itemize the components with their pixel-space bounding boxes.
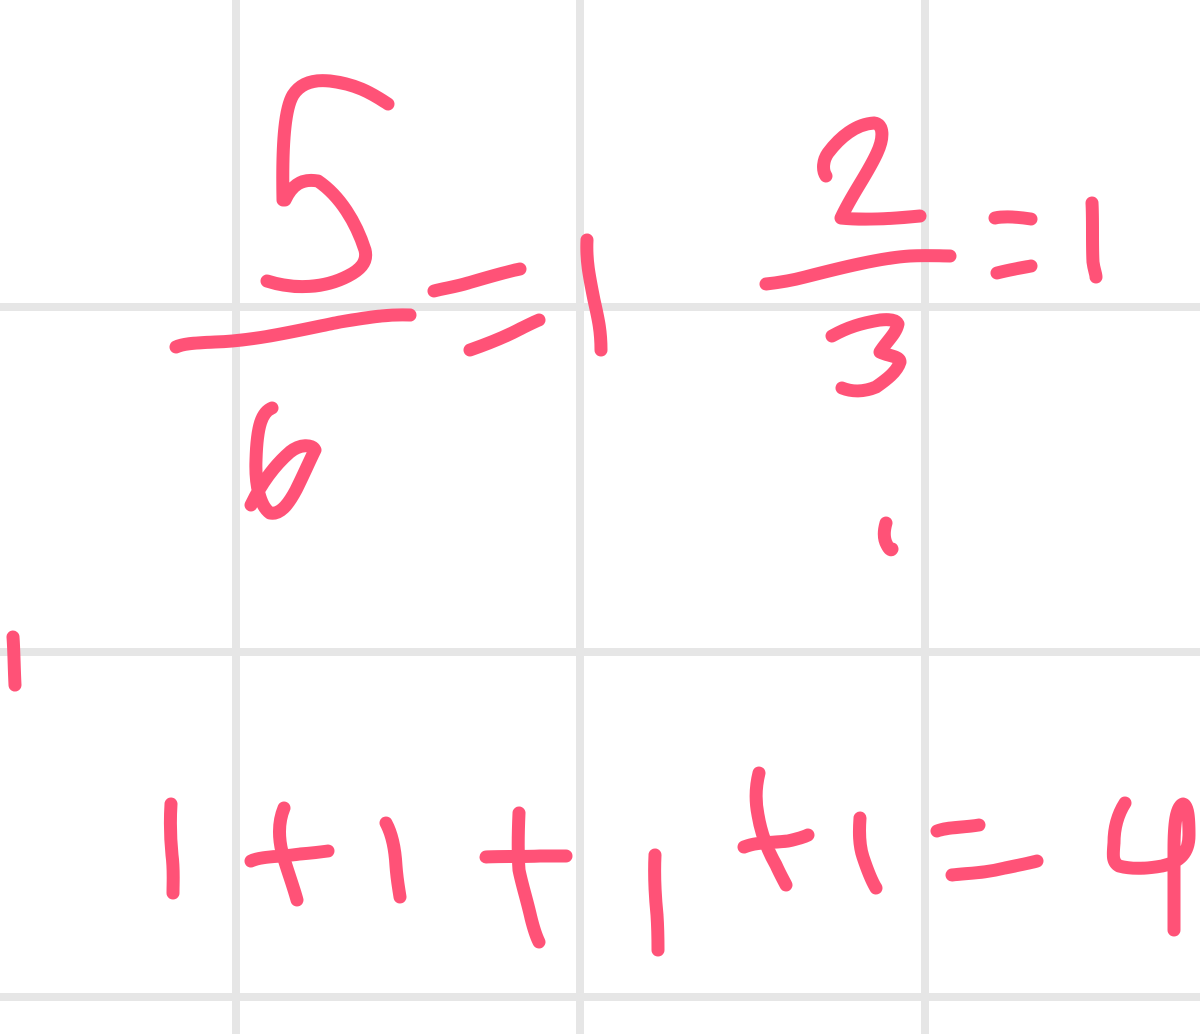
stray-comma-mark bbox=[884, 523, 892, 550]
digit-four bbox=[1113, 803, 1189, 930]
plus-sign bbox=[744, 773, 808, 885]
plus-sign bbox=[251, 808, 328, 900]
digit-one bbox=[655, 855, 658, 950]
plus-sign bbox=[486, 813, 566, 942]
digit-three bbox=[832, 320, 900, 391]
equals-sign bbox=[995, 217, 1031, 273]
fraction-bar bbox=[176, 315, 410, 347]
stray-vertical-mark bbox=[13, 637, 15, 685]
digit-five bbox=[267, 81, 388, 287]
handwritten-fraction-two-thirds bbox=[766, 123, 1096, 391]
handwritten-sum-of-ones bbox=[170, 773, 1189, 950]
digit-one bbox=[170, 804, 173, 893]
digit-six bbox=[251, 408, 315, 513]
stray-marks bbox=[13, 523, 892, 685]
digit-two bbox=[824, 123, 920, 219]
digit-one bbox=[1092, 203, 1096, 277]
equals-sign bbox=[937, 825, 1037, 875]
digit-one bbox=[859, 818, 876, 888]
digit-one bbox=[587, 240, 601, 350]
digit-one bbox=[386, 823, 400, 897]
